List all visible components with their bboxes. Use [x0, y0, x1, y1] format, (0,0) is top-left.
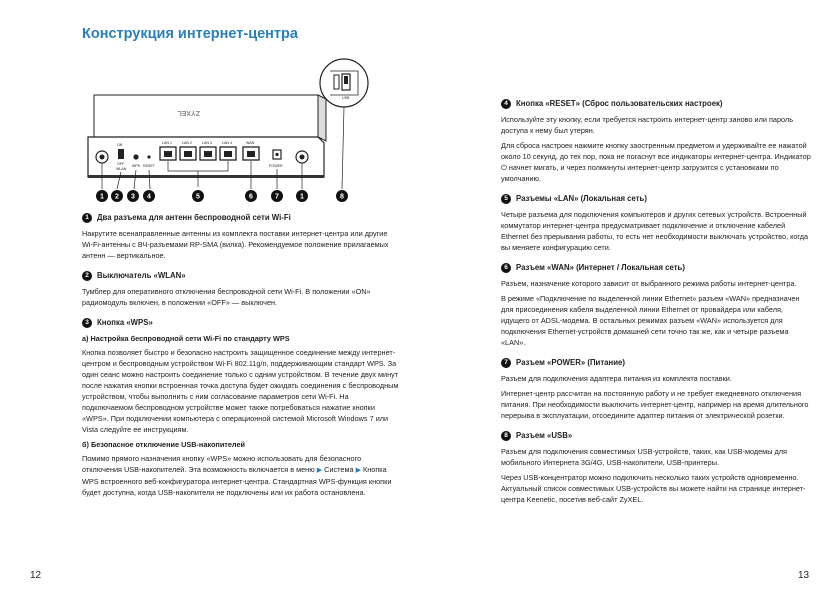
section-wan: [501, 262, 811, 348]
router-logo: ZYXEL: [177, 109, 200, 116]
menu-item: Система: [324, 465, 354, 474]
svg-text:WAN: WAN: [246, 141, 255, 145]
svg-text:WPS: WPS: [132, 164, 141, 168]
svg-text:LAN 4: LAN 4: [222, 141, 232, 145]
svg-text:1: 1: [300, 193, 304, 201]
section-number: 6: [501, 263, 511, 273]
section-number: 3: [82, 318, 92, 328]
paragraph: В режиме «Подключение по выделенной линии Ethernet» разъем «WAN» предназначен для присоединения кабеля выделенной линии Ethernet от провайдера или кабеля, идущего от ADSL-модема. В остальных режимах разъем «WAN» используется для подключения Ethernet-устройств домашней сети точно так же, как и четыре разъема «LAN».: [501, 294, 800, 347]
menu-arrow-icon: ▶: [316, 467, 323, 474]
svg-text:3: 3: [131, 193, 135, 201]
svg-text:ON: ON: [117, 143, 123, 147]
section-number: 4: [501, 99, 511, 109]
svg-text:LAN 1: LAN 1: [162, 141, 172, 145]
router-top: [94, 95, 318, 137]
section-heading: Кнопка «WPS»: [97, 318, 153, 327]
left-column: [82, 212, 400, 507]
section-usb: [501, 430, 811, 505]
section-lan: [501, 193, 811, 253]
paragraph: Помимо прямого назначения кнопку «WPS» можно использовать для безопасного отключения USB-накопителей. Эта возможность включается в меню ▶ Система ▶ Кнопка WPS встроенного веб-конфигуратора интернет-центра. Стандартная WPS-функция кнопки будет доступна, когда USB-накопители не подключены или их работа остановлена.: [82, 454, 392, 497]
subheading: а) Настройка беспроводной сети Wi-Fi по стандарту WPS: [82, 334, 290, 343]
page-title: Конструкция интернет-центра: [82, 26, 298, 42]
section-number: 1: [82, 213, 92, 223]
section-number: 5: [501, 194, 511, 204]
section-heading: Разъем «WAN» (Интернет / Локальная сеть): [516, 263, 685, 272]
menu-item: Кнопка WPS: [82, 465, 387, 486]
paragraph: Интернет-центр рассчитан на постоянную работу и не требует ежедневного отключения питания. При необходимости выключить интернет-центр, например на время длительного перерыва в эксплуатации, отсоедините адаптер питания от электрической розетки.: [501, 389, 809, 420]
svg-text:LAN 3: LAN 3: [202, 141, 212, 145]
svg-text:RESET: RESET: [143, 164, 155, 168]
section-number: 2: [82, 271, 92, 281]
power-indicator-icon: ⏻: [501, 163, 507, 172]
paragraph: Разъем для подключения совместимых USB-устройств, таких, как USB-модемы для мобильного Интернета 3G/4G, USB-накопители, USB-принтеры.: [501, 447, 787, 467]
svg-text:4: 4: [147, 193, 151, 201]
paragraph: Используйте эту кнопку, если требуется настроить интернет-центр заново или пароль доступа к нему был утерян.: [501, 115, 793, 135]
router-diagram: [80, 55, 380, 205]
section-wlan: [82, 270, 400, 308]
paragraph: Четыре разъема для подключения компьютеров и других сетевых устройств. Встроенный коммутатор интернет-центра предусматривает подключение и отключение кабелей Ethernet без прерывания работы, то есть нет необходимости выключать устройство, когда вы меняете конфигурацию сети.: [501, 210, 809, 252]
section-antennas: [82, 212, 400, 261]
callouts: [96, 190, 348, 202]
paragraph: Кнопка позволяет быстро и безопасно настроить защищенное соединение между интернет-центром и беспроводным устройством Wi-Fi 802.11g/n, поддерживающим стандарт WPS. За один сеанс можно настроить соединение только с одним устройством. В течение двух минут после нажатия кнопки встроенная точка доступа будет ожидать соединения с беспроводным устройством, чтобы выполнить с ним согласование параметров сети Wi-Fi. На подключаемом беспроводном устройстве может также потребоваться нажатие кнопки «WPS». При подключении компьютера с операционной системой Microsoft Windows 7 или Vista следуйте ее инструкциям.: [82, 348, 399, 434]
section-wps: [82, 317, 400, 498]
menu-arrow-icon: ▶: [355, 467, 361, 474]
wps-button: [133, 154, 138, 159]
paragraph: Через USB-концентратор можно подключить несколько таких устройств одновременно. Актуальный список совместимых USB-устройств вы можете найти на странице интернет-центра Keenetic, посетив веб-сайт ZyXEL.: [501, 473, 806, 504]
section-heading: Разъем «USB»: [516, 431, 573, 440]
right-column: [501, 98, 811, 514]
section-heading: Кнопка «RESET» (Сброс пользовательских настроек): [516, 99, 723, 108]
router-side: [318, 95, 326, 141]
section-number: 8: [501, 431, 511, 441]
svg-text:5: 5: [196, 193, 200, 201]
section-heading: Выключатель «WLAN»: [97, 271, 186, 280]
svg-text:LAN 2: LAN 2: [182, 141, 192, 145]
svg-text:USB: USB: [342, 96, 350, 100]
paragraph: Накрутите всенаправленные антенны из комплекта поставки интернет-центра или другие Wi-Fi-антенны с ВЧ-разъемами RP-SMA (вилка). Рекомендуемое положение прилагаемых антенн — вертикальное.: [82, 229, 389, 260]
section-power: [501, 357, 811, 421]
svg-text:POWER: POWER: [269, 164, 283, 168]
svg-text:OFF: OFF: [117, 162, 125, 166]
wlan-switch: [118, 149, 124, 159]
svg-text:2: 2: [115, 193, 119, 201]
section-heading: Разъем «POWER» (Питание): [516, 358, 625, 367]
page-number-left: 12: [30, 570, 42, 581]
paragraph: Разъем для подключения адаптера питания из комплекта поставки.: [501, 374, 732, 383]
page-number-right: 13: [798, 570, 810, 581]
svg-text:WLAN: WLAN: [116, 167, 127, 171]
paragraph: Для сброса настроек нажмите кнопку заостренным предметом и удерживайте ее нажатой около 10 секунд, до тех пор, пока не погаснут все индикаторы интернет-центра. Индикатор ⏻ начнет мигать, и через полминуты интернет-центр загрузится с установками по умолчанию.: [501, 141, 811, 183]
svg-text:6: 6: [249, 193, 253, 201]
reset-button: [147, 155, 150, 158]
section-heading: Два разъема для антенн беспроводной сети Wi-Fi: [97, 213, 291, 222]
subheading: б) Безопасное отключение USB-накопителей: [82, 440, 246, 449]
svg-text:7: 7: [275, 193, 279, 201]
section-reset: [501, 98, 811, 184]
svg-text:8: 8: [340, 193, 344, 201]
paragraph: Тумблер для оперативного отключения беспроводной сети Wi-Fi. В положении «ON» радиомодуль включен, в положении «OFF» — выключен.: [82, 287, 371, 307]
paragraph: Разъем, назначение которого зависит от выбранного режима работы интернет-центра.: [501, 279, 797, 288]
svg-text:1: 1: [100, 193, 104, 201]
section-heading: Разъемы «LAN» (Локальная сеть): [516, 194, 647, 203]
section-number: 7: [501, 358, 511, 368]
